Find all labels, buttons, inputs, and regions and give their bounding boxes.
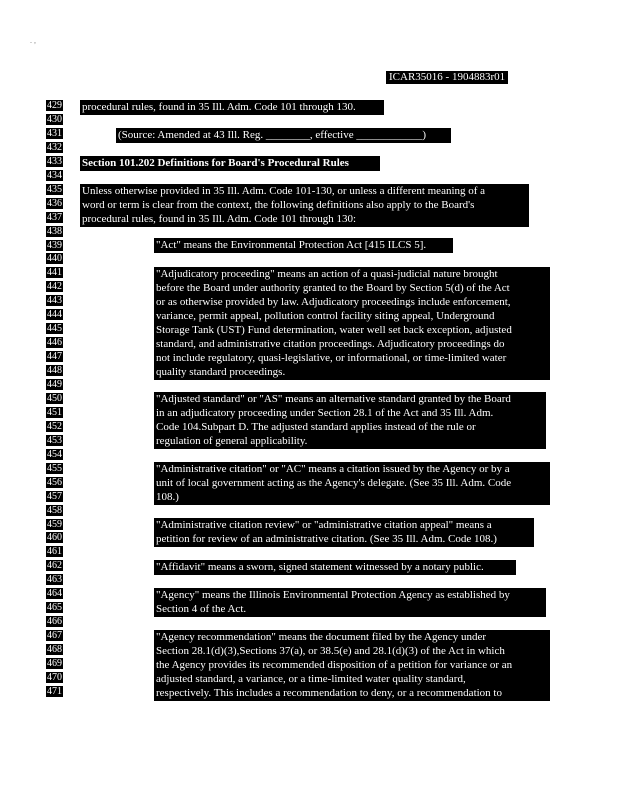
line-number: 458	[47, 504, 62, 516]
line-number: 433	[47, 155, 62, 167]
text-line: Section 28.1(d)(3),Sections 37(a), or 38.5(e) and 28.1(d)(3) of the Act in which	[156, 645, 505, 657]
text-line: "Agency" means the Illinois Environmental Protection Agency as established by	[156, 589, 510, 601]
line-number: 446	[47, 337, 62, 349]
text-line: unit of local government acting as the Agency's delegate. (See 35 Ill. Adm. Code	[156, 477, 512, 489]
line-number: 451	[47, 406, 62, 418]
line-number: 468	[47, 644, 62, 656]
text-line: Storage Tank (UST) Fund determination, water well set back exception, adjusted	[156, 324, 512, 336]
line-number: 460	[47, 532, 62, 544]
line-number: 464	[47, 588, 62, 600]
line-number: 443	[47, 295, 62, 307]
definition-adjusted-standard	[154, 392, 546, 449]
line-number: 439	[47, 239, 62, 251]
line-number: 461	[47, 546, 62, 558]
line-number: 459	[47, 518, 62, 530]
text-line: "Adjusted standard" or "AS" means an alternative standard granted by the Board	[156, 393, 511, 405]
line-number: 462	[47, 560, 62, 572]
definition-agency	[154, 588, 546, 617]
text-line: "Administrative citation review" or "administrative citation appeal" means a	[156, 519, 492, 531]
definition-affidavit	[154, 560, 516, 575]
text-line: or as otherwise provided by law. Adjudicatory proceedings include enforcement,	[156, 296, 511, 308]
definition-adjudicatory-proceeding	[154, 267, 550, 380]
line-number: 457	[47, 490, 62, 502]
text-line: respectively. This includes a recommendation to deny, or a recommendation to	[156, 687, 502, 699]
text-line: variance, permit appeal, pollution control facility siting appeal, Underground	[156, 310, 495, 322]
line-number: 435	[47, 183, 62, 195]
line-number: 444	[47, 309, 62, 321]
text-line: "Act" means the Environmental Protection Act [415 ILCS 5].	[156, 239, 427, 251]
line-number: 441	[47, 267, 62, 279]
line-number: 456	[47, 476, 62, 488]
source-line-431	[116, 128, 451, 143]
text-line: Section 101.202 Definitions for Board's Procedural Rules	[82, 157, 349, 169]
line-number: 436	[47, 197, 62, 209]
text-line: regulation of general applicability.	[156, 435, 308, 447]
line-number: 438	[47, 225, 62, 237]
line-number: 429	[47, 100, 62, 111]
line-number: 431	[47, 127, 62, 139]
definition-administrative-citation-review	[154, 518, 534, 547]
line-number: 471	[47, 685, 62, 697]
line-number: 434	[47, 169, 62, 181]
text-line: petition for review of an administrative citation. (See 35 Ill. Adm. Code 108.)	[156, 533, 497, 545]
text-line: standard, and administrative citation proceedings. Adjudicatory proceedings do	[156, 338, 505, 350]
text-line: "Administrative citation" or "AC" means a citation issued by the Agency or by a	[156, 463, 510, 475]
line-number: 448	[47, 365, 62, 377]
line-number: 454	[47, 448, 62, 460]
text-line: not include regulatory, quasi-legislative, or informational, or time-limited water	[156, 352, 507, 364]
line-number: 445	[47, 323, 62, 335]
line-number: 430	[47, 113, 62, 125]
text-line: Section 4 of the Act.	[156, 603, 247, 615]
text-line: Unless otherwise provided in 35 Ill. Adm. Code 101-130, or unless a different meaning of a	[82, 185, 486, 197]
line-number: 470	[47, 671, 62, 683]
text-line: procedural rules, found in 35 Ill. Adm. Code 101 through 130.	[82, 101, 356, 113]
line-number: 437	[47, 211, 62, 223]
line-number: 455	[47, 462, 62, 474]
document-header-id: ICAR35016 - 1904883r01	[386, 71, 508, 84]
scan-marks: . ,	[30, 36, 36, 45]
line-number: 442	[47, 281, 62, 293]
line-number: 452	[47, 420, 62, 432]
line-number: 453	[47, 434, 62, 446]
text-line: 108.)	[156, 491, 179, 503]
line-number: 469	[47, 658, 62, 669]
definition-agency-recommendation	[154, 630, 550, 701]
text-line: (Source: Amended at 43 Ill. Reg. ________, effective ____________)	[118, 129, 427, 141]
text-line: Code 104.Subpart D. The adjusted standard applies instead of the rule or	[156, 421, 476, 433]
line-number: 450	[47, 392, 62, 404]
text-line: adjusted standard, a variance, or a time-limited water quality standard,	[156, 673, 466, 685]
text-line: before the Board under authority granted to the Board by Section 5(d) of the Act	[156, 282, 510, 294]
section-heading-101-202	[80, 156, 380, 171]
text-block-435	[80, 184, 529, 227]
text-block-429	[80, 100, 384, 115]
line-number: 463	[47, 574, 62, 586]
text-line: "Agency recommendation" means the document filed by the Agency under	[156, 631, 487, 643]
line-number: 449	[47, 379, 62, 390]
line-number: 466	[47, 616, 62, 628]
definition-administrative-citation	[154, 462, 550, 505]
text-line: "Adjudicatory proceeding" means an action of a quasi-judicial nature brought	[156, 268, 498, 280]
text-line: the Agency provides its recommended disposition of a petition for variance or an	[156, 659, 513, 671]
line-number: 447	[47, 351, 62, 363]
text-line: quality standard proceedings.	[156, 366, 286, 378]
definition-act	[154, 238, 453, 253]
text-line: "Affidavit" means a sworn, signed statement witnessed by a notary public.	[156, 561, 484, 573]
line-number: 467	[47, 630, 62, 642]
line-number: 465	[47, 602, 62, 614]
text-line: procedural rules, found in 35 Ill. Adm. Code 101 through 130:	[82, 213, 357, 225]
line-number: 432	[47, 141, 62, 153]
line-number: 440	[47, 253, 62, 265]
text-line: word or term is clear from the context, the following definitions also apply to the Board's	[82, 199, 475, 211]
text-line: in an adjudicatory proceeding under Section 28.1 of the Act and 35 Ill. Adm.	[156, 407, 494, 419]
